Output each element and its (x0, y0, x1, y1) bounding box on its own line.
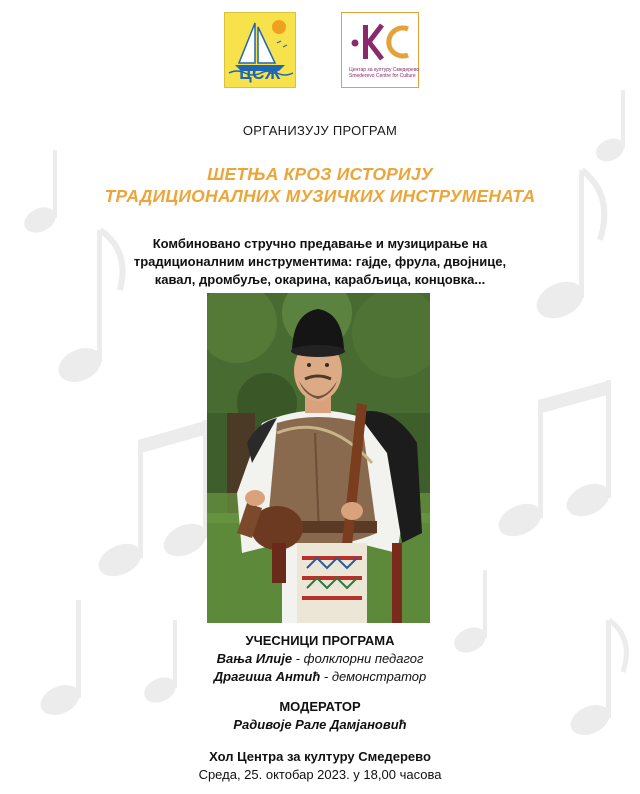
event-title (0, 163, 640, 207)
event-datetime: Среда, 25. октобар 2023. у 18,00 часова (198, 767, 442, 782)
participants-section (0, 632, 640, 686)
kc-logo-icon (350, 21, 412, 61)
moderator-heading: МОДЕРАТОР (279, 699, 361, 714)
participant-row (0, 668, 640, 686)
participant-row (0, 650, 640, 668)
event-title-line: ТРАДИЦИОНАЛНИХ МУЗИЧКИХ ИНСТРУМЕНАТА (104, 186, 536, 206)
participant-role: - демонстратор (320, 669, 427, 684)
participants-heading: УЧЕСНИЦИ ПРОГРАМА (245, 633, 395, 648)
event-description (70, 235, 570, 289)
kc-caption-line: Smederevo Centre for Culture (349, 73, 416, 79)
csz-logo-text: ЦСЖ (239, 64, 281, 83)
event-title-line: ШЕТЊА КРОЗ ИСТОРИЈУ (207, 164, 433, 184)
participant-name: Драгиша Антић (213, 669, 321, 684)
moderator-name: Радивоје Рале Дамјановић (233, 717, 407, 732)
participant-role: - фолклорни педагог (292, 651, 424, 666)
moderator-section (0, 698, 640, 734)
kc-caption-line: Центар за културу Смедерево (349, 67, 420, 73)
venue-place: Хол Центра за културу Смедерево (209, 749, 431, 764)
performer-photo (207, 293, 430, 623)
description-line: Комбиновано стручно предавање и музицирање на (152, 236, 488, 251)
kc-logo (341, 12, 419, 88)
kc-logo-caption (349, 67, 420, 79)
venue-section (0, 748, 640, 784)
description-line: традиционалним инструментима: гајде, фрула, двојнице, (133, 254, 507, 269)
organizer-label: ОРГАНИЗУЈУ ПРОГРАМ (242, 123, 398, 138)
csz-logo (224, 12, 296, 88)
participant-name: Вања Илије (216, 651, 293, 666)
description-line: кавал, дромбуље, окарина, карабљица, концовка... (154, 272, 486, 287)
